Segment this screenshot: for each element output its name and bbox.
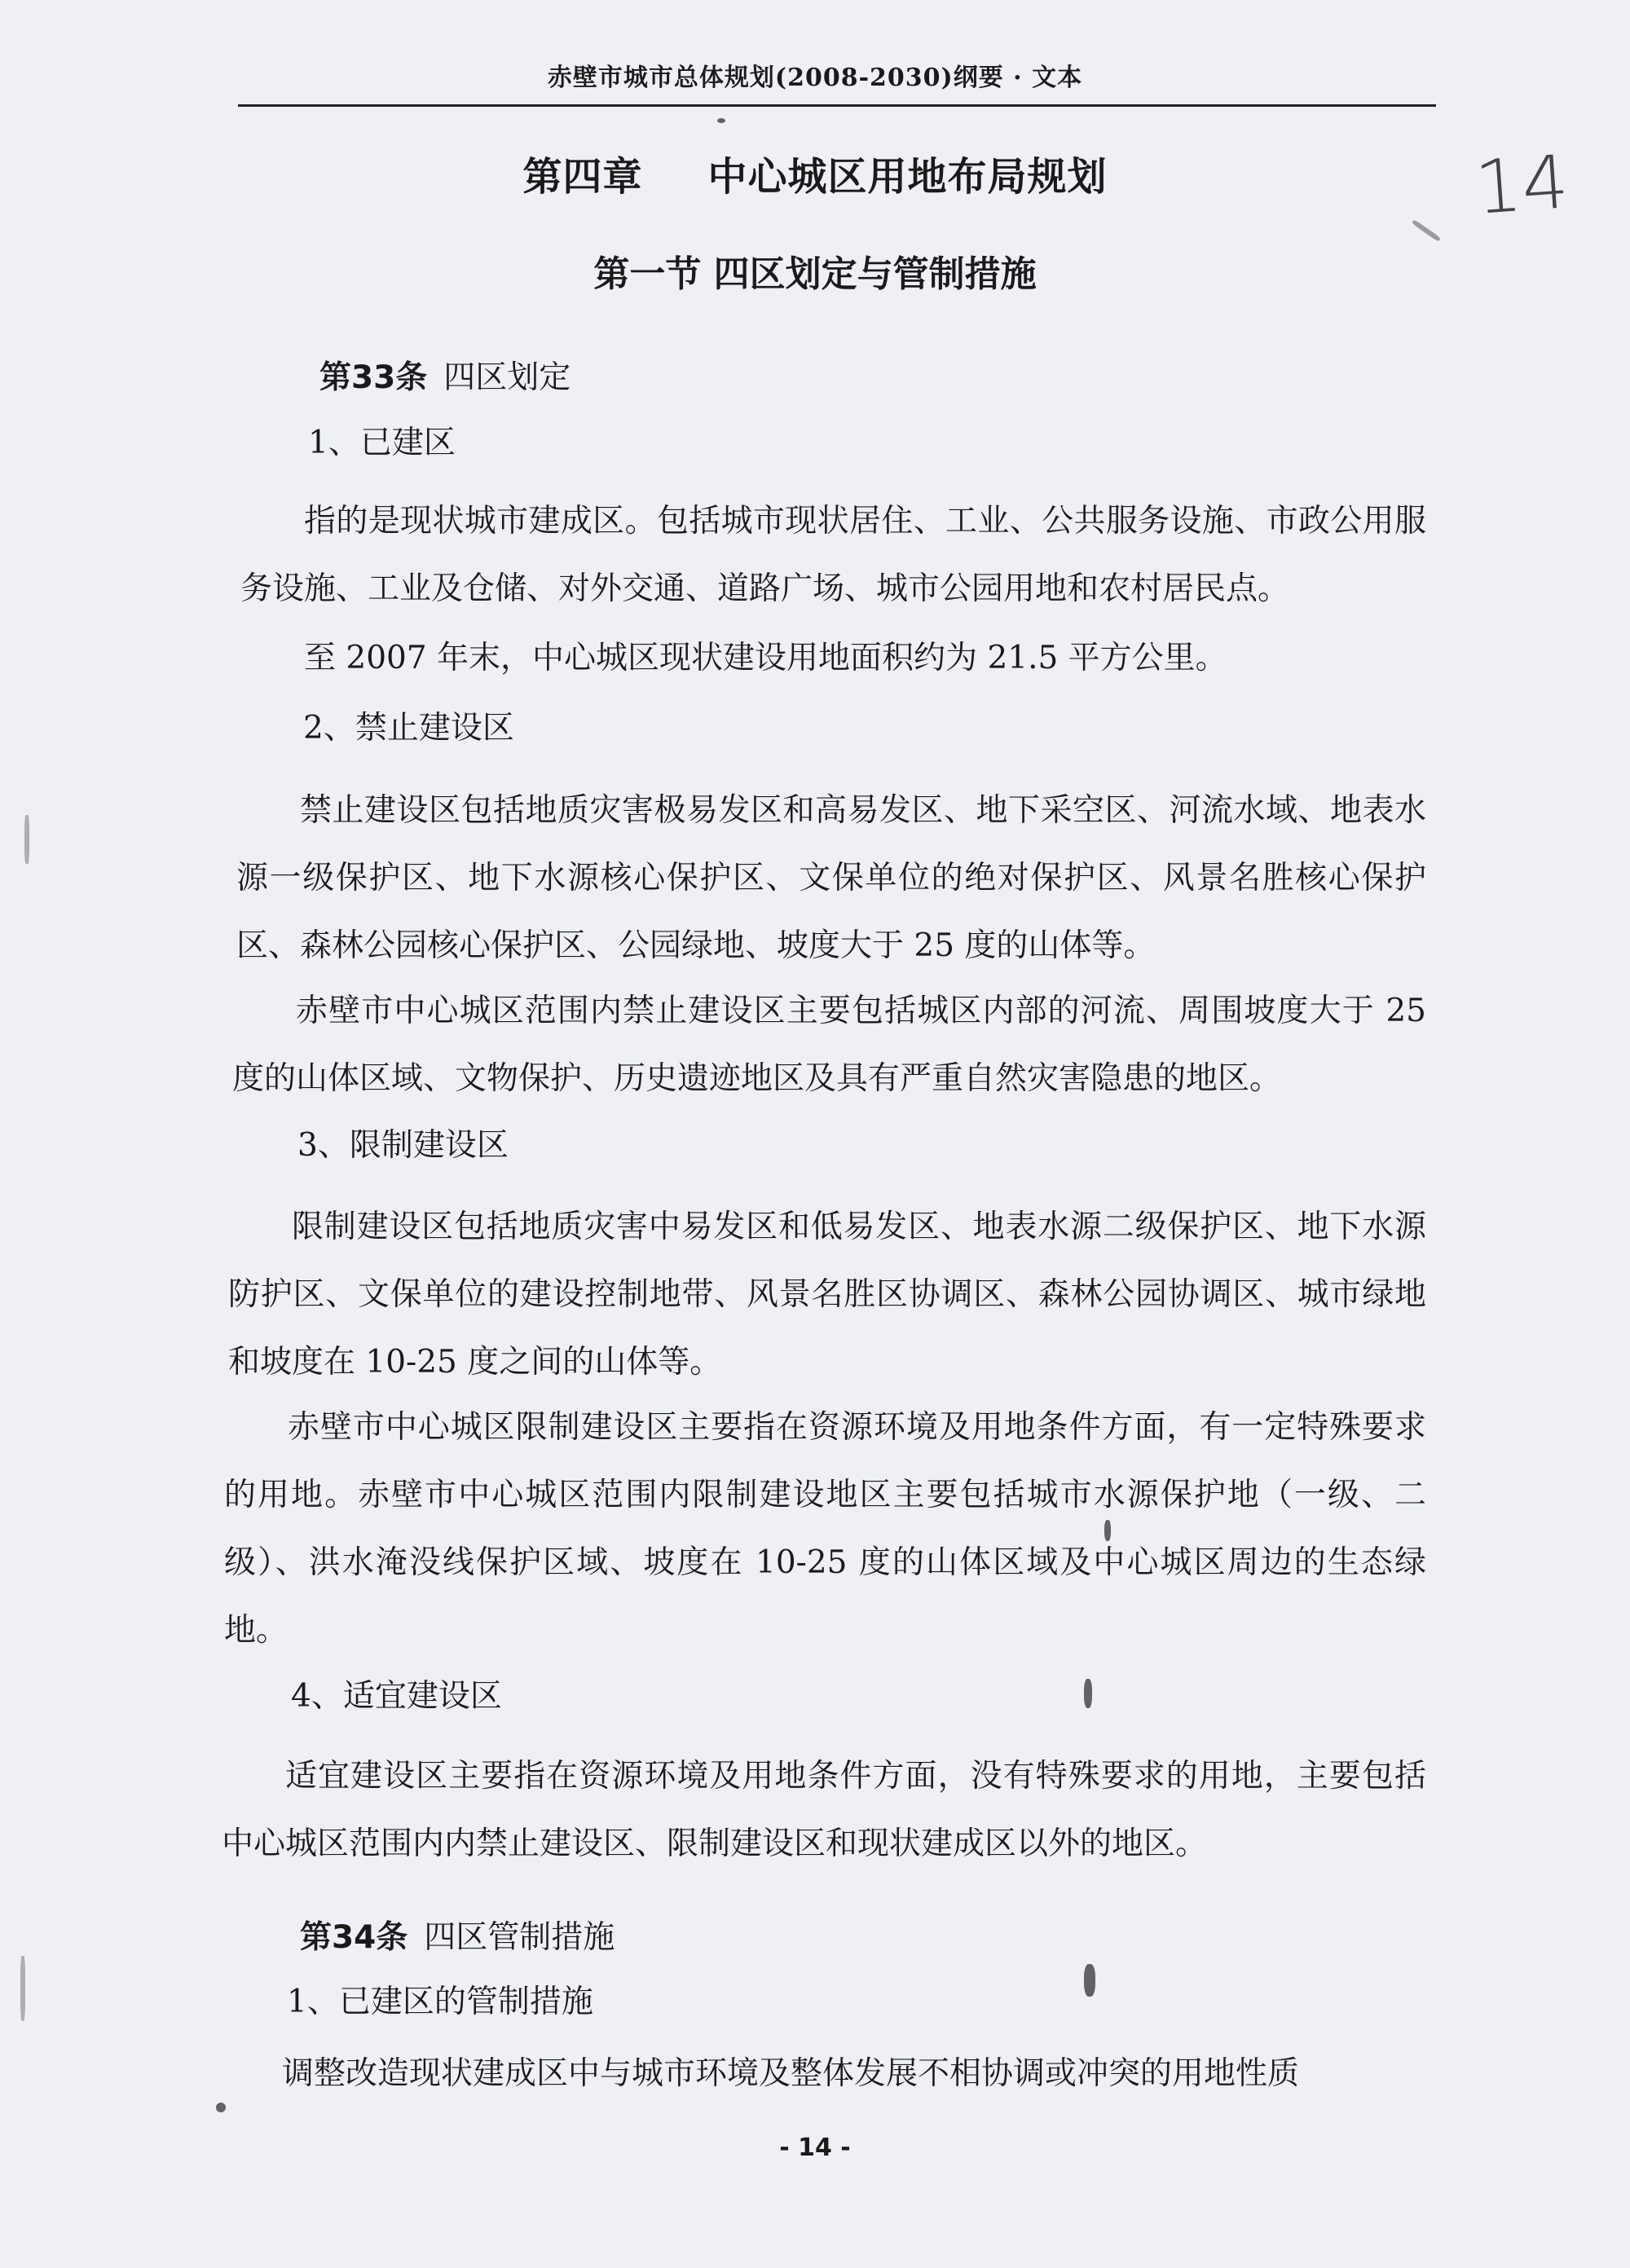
article-title: 四区划定 <box>443 359 571 396</box>
scan-speck <box>20 1956 25 2021</box>
chapter-number: 第四章 <box>522 154 643 200</box>
scan-speck <box>717 118 725 123</box>
item-heading-built-area-measures: 1、已建区的管制措施 <box>287 1984 593 2020</box>
item-heading-built-area: 1、已建区 <box>308 425 456 461</box>
scan-speck <box>1412 219 1441 242</box>
scan-speck <box>24 815 29 864</box>
scan-speck <box>1084 1679 1092 1708</box>
item-heading-suitable-area: 4、适宜建设区 <box>291 1678 502 1715</box>
article-33-heading <box>319 352 570 398</box>
article-34-heading <box>300 1912 615 1958</box>
chapter-name: 中心城区用地布局规划 <box>707 154 1108 200</box>
paragraph: 指的是现状城市建成区。包括城市现状居住、工业、公共服务设施、市政公用服务设施、工业及仓储、对外交通、道路广场、城市公园用地和农村居民点。 <box>240 503 1426 607</box>
header-rule <box>238 104 1436 107</box>
section-title: 第一节 四区划定与管制措施 <box>593 253 1037 295</box>
article-number: 第33条 <box>319 359 428 396</box>
paragraph: 禁止建设区包括地质灾害极易发区和高易发区、地下采空区、河流水域、地表水源一级保护区、地下水源核心保护区、文保单位的绝对保护区、风景名胜核心保护区、森林公园核心保护区、公园绿地、坡度大于 25 度的山体等。 <box>236 792 1426 964</box>
paragraph: 调整改造现状建成区中与城市环境及整体发展不相协调或冲突的用地性质 <box>282 2055 1300 2092</box>
scan-speck <box>216 2103 226 2112</box>
paragraph: 赤壁市中心城区范围内禁止建设区主要包括城区内部的河流、周围坡度大于 25 度的山体区域、文物保护、历史遗迹地区及具有严重自然灾害隐患的地区。 <box>232 993 1426 1097</box>
running-header: 赤壁市城市总体规划(2008-2030)纲要 · 文本 <box>547 64 1083 92</box>
paragraph: 赤壁市中心城区限制建设区主要指在资源环境及用地条件方面，有一定特殊要求的用地。赤壁市中心城区范围内限制建设地区主要包括城市水源保护地（一级、二级）、洪水淹没线保护区域、坡度在 10-25 度的山体区域及中心城区周边的生态绿地。 <box>224 1409 1426 1649</box>
item-heading-restricted-area: 3、限制建设区 <box>297 1127 509 1164</box>
article-number: 第34条 <box>300 1919 408 1956</box>
item-heading-prohibited-area: 2、禁止建设区 <box>303 710 514 746</box>
paragraph: 适宜建设区主要指在资源环境及用地条件方面，没有特殊要求的用地，主要包括中心城区范围内内禁止建设区、限制建设区和现状建成区以外的地区。 <box>222 1758 1426 1862</box>
chapter-title <box>0 145 1630 201</box>
handwritten-page-mark: 14 <box>1472 139 1572 231</box>
paragraph: 限制建设区包括地质灾害中易发区和低易发区、地表水源二级保护区、地下水源防护区、文保单位的建设控制地带、风景名胜区协调区、森林公园协调区、城市绿地和坡度在 10-25 度之间的山体等。 <box>228 1209 1426 1381</box>
scan-speck <box>1104 1520 1111 1541</box>
page-number: - 14 - <box>779 2134 851 2162</box>
article-title: 四区管制措施 <box>424 1919 615 1956</box>
scan-speck <box>1084 1964 1095 1997</box>
paragraph: 至 2007 年末，中心城区现状建设用地面积约为 21.5 平方公里。 <box>304 640 1227 676</box>
